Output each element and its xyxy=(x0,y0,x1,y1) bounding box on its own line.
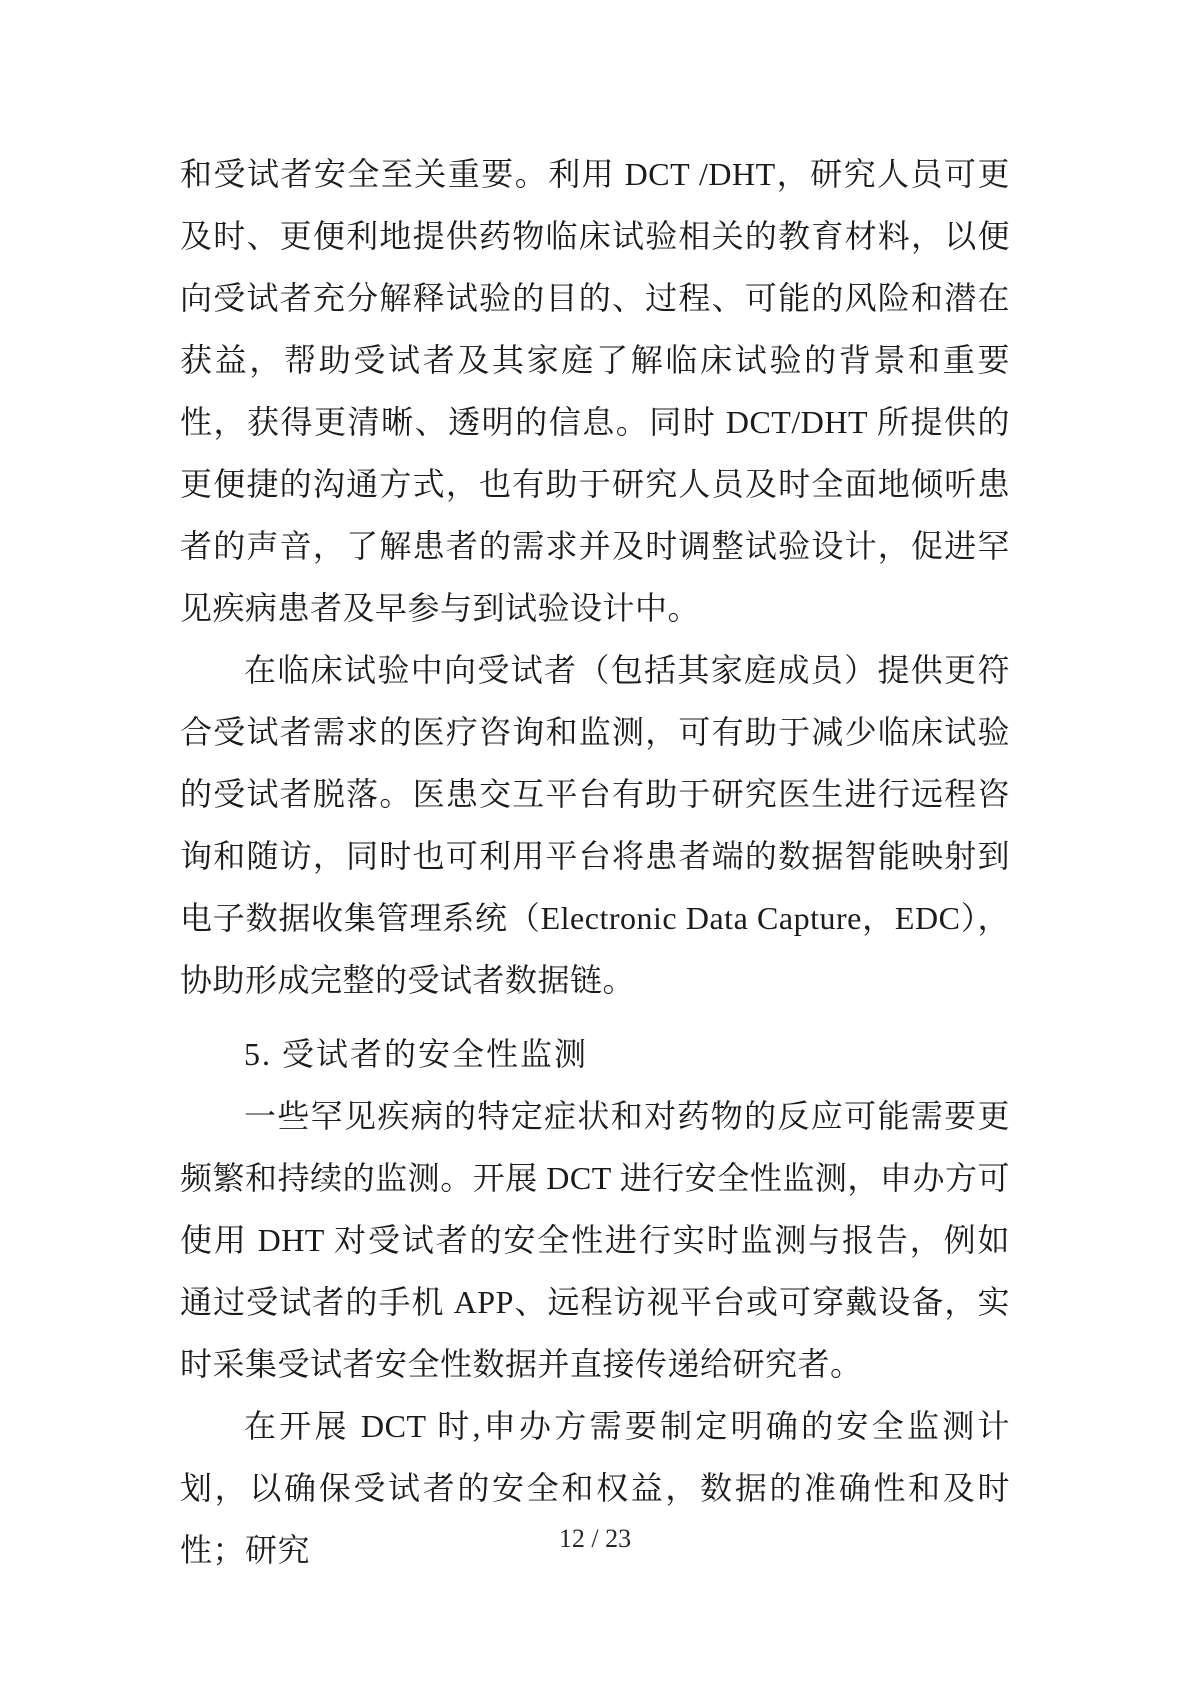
section-heading-5: 5. 受试者的安全性监测 xyxy=(244,1036,589,1072)
document-body xyxy=(180,143,1010,1581)
page-footer xyxy=(0,1524,1190,1554)
paragraph: 在临床试验中向受试者（包括其家庭成员）提供更符合受试者需求的医疗咨询和监测，可有助于减少临床试验的受试者脱落。医患交互平台有助于研究医生进行远程咨询和随访，同时也可利用平台将患者端的数据智能映射到电子数据收集管理系统（Electronic Data Capture，EDC），协助形成完整的受试者数据链。 xyxy=(180,652,1010,998)
paragraph-continuation: 和受试者安全至关重要。利用 DCT /DHT，研究人员可更及时、更便利地提供药物临床试验相关的教育材料，以便向受试者充分解释试验的目的、过程、可能的风险和潜在获益，帮助受试者及其家庭了解临床试验的背景和重要性，获得更清晰、透明的信息。同时 DCT/DHT 所提供的更便捷的沟通方式，也有助于研究人员及时全面地倾听患者的声音，了解患者的需求并及时调整试验设计，促进罕见疾病患者及早参与到试验设计中。 xyxy=(180,156,1010,626)
paragraph: 一些罕见疾病的特定症状和对药物的反应可能需要更频繁和持续的监测。开展 DCT 进行安全性监测，申办方可使用 DHT 对受试者的安全性进行实时监测与报告，例如通过受试者的手机 APP、远程访视平台或可穿戴设备，实时采集受试者安全性数据并直接传递给研究者。 xyxy=(180,1098,1010,1382)
page-number: 12 / 23 xyxy=(558,1524,632,1553)
paragraph: 在开展 DCT 时,申办方需要制定明确的安全监测计划，以确保受试者的安全和权益，数据的准确性和及时性；研究 xyxy=(180,1408,1010,1568)
